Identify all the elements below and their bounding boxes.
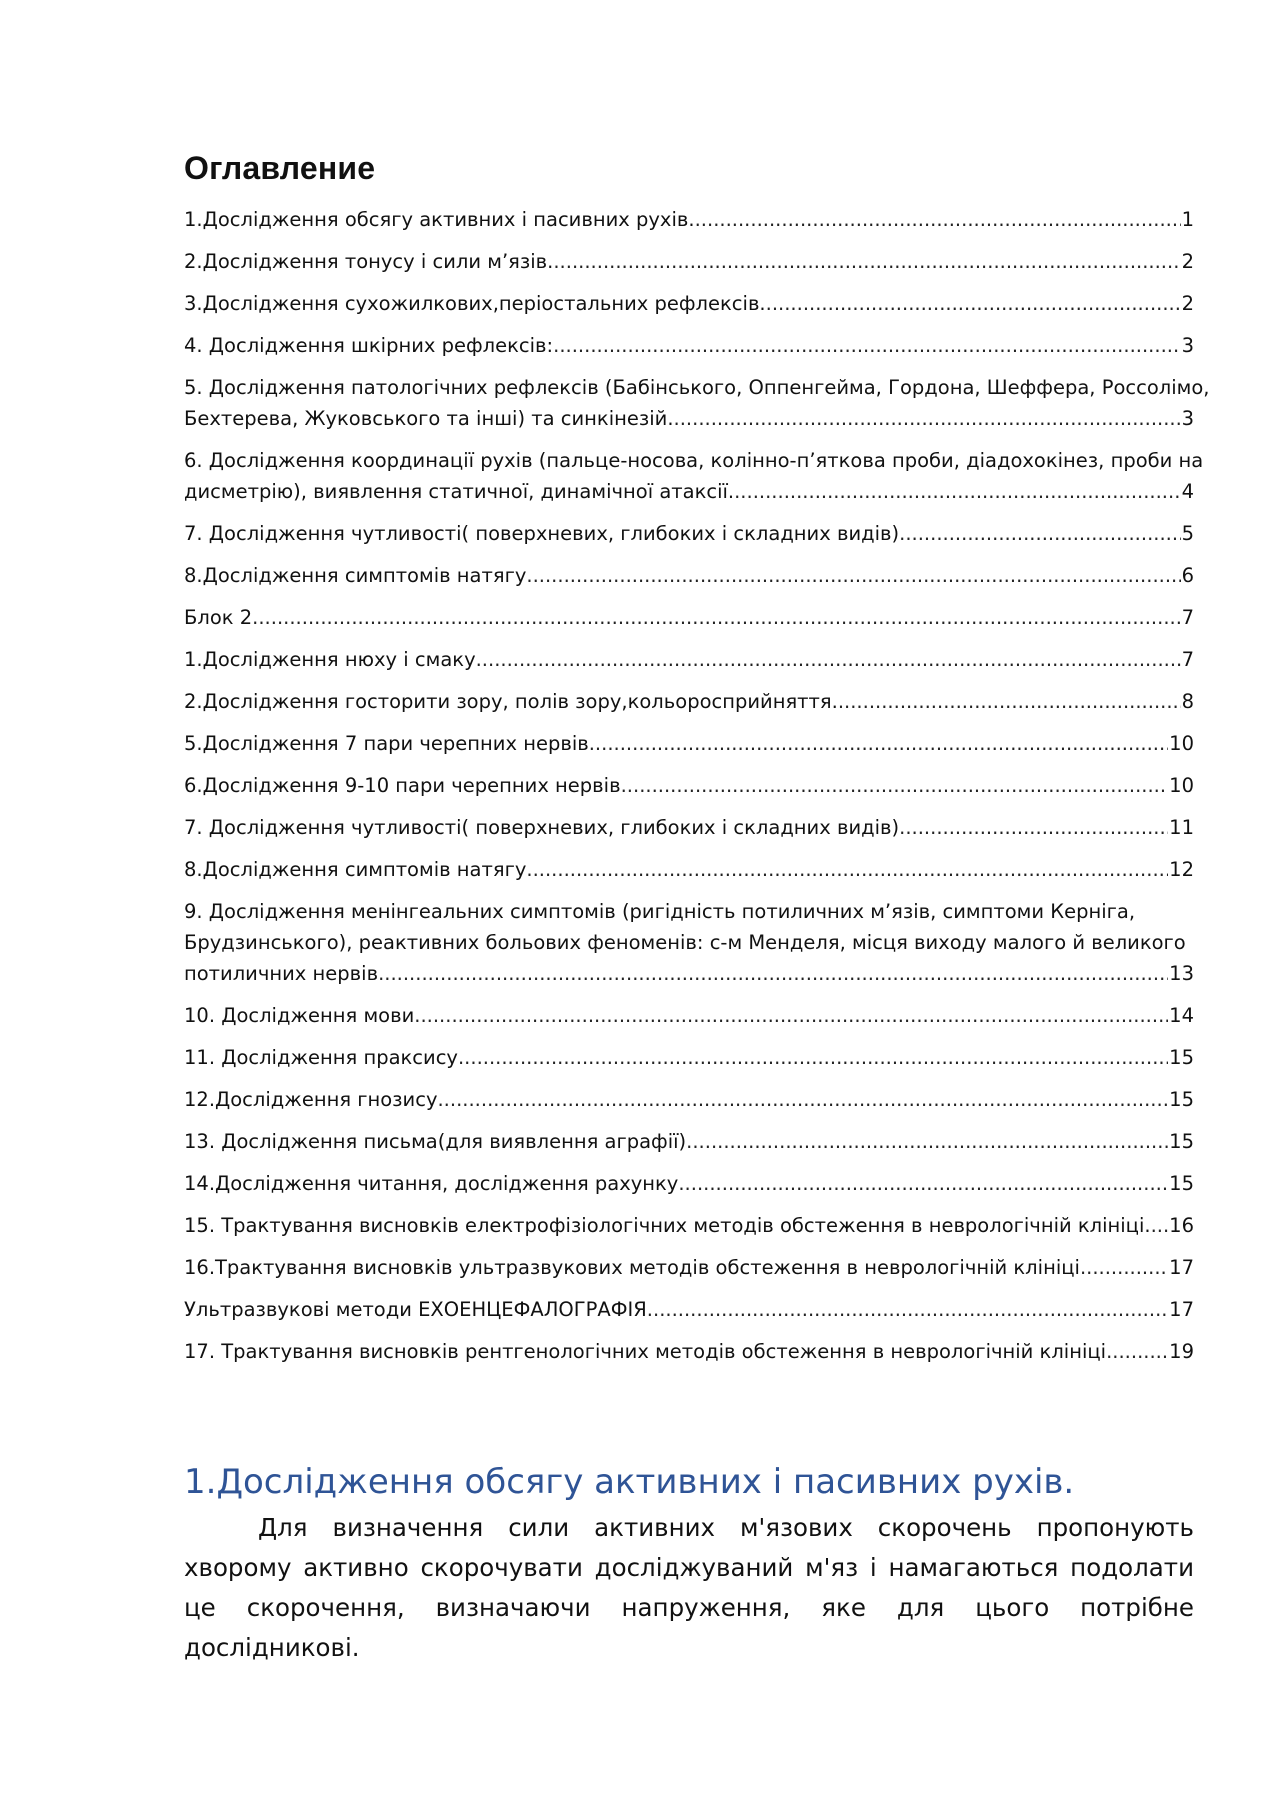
toc-entry[interactable] [184,1000,1194,1031]
toc-leader-dots [553,330,1180,361]
toc-page-number: 7 [1181,606,1194,629]
toc-entry[interactable] [184,1294,1194,1325]
toc-entry-text: 14.Дослідження читання, дослідження рахунку [184,1172,679,1195]
toc-page-number: 1 [1181,208,1194,231]
toc-entry[interactable] [184,770,1194,801]
toc-entry-text: 5. Дослідження патологічних рефлексів (Бабінського, Оппенгейма, Гордона, Шеффера, Россолімо, [184,376,1210,399]
toc-page-number: 10 [1169,732,1194,755]
toc-leader-dots [621,770,1169,801]
toc-page-number: 13 [1169,962,1194,985]
toc-entry-text: Бехтерева, Жуковського та інші) та синкінезій. [184,407,674,430]
toc-page-number: 3 [1181,334,1194,357]
toc-entry-text: 12.Дослідження гнозису [184,1088,438,1111]
toc-entry-text: 15. Трактування висновків електрофізіологічних методів обстеження в неврологічній клініці. [184,1214,1151,1237]
toc-entry[interactable] [184,1336,1194,1367]
toc-entry-text: Ультразвукові методи ЕХОЕНЦЕФАЛОГРАФІЯ [184,1298,647,1321]
toc-page-number: 7 [1181,648,1194,671]
toc-entry[interactable] [184,686,1194,717]
toc-leader-dots [1151,1210,1169,1241]
toc-entry-text: дисметрію), виявлення статичної, динамічної атаксії. [184,480,735,503]
toc-entry[interactable] [184,812,1194,843]
toc-page-number: 12 [1169,858,1194,881]
toc-page-number: 5 [1181,522,1194,545]
toc-entry-text: 11. Дослідження праксису [184,1046,458,1069]
toc-entry-text: 17. Трактування висновків рентгенологічних методів обстеження в неврологічній клініці [184,1340,1107,1363]
toc-entry[interactable] [184,1168,1194,1199]
toc-leader-dots [589,728,1168,759]
toc-entry[interactable] [184,1084,1194,1115]
toc-leader-dots [678,1168,1168,1199]
toc-entry[interactable] [184,644,1194,675]
toc-entry[interactable] [184,896,1194,989]
toc-page-number: 15 [1169,1172,1194,1195]
toc-entry-text: 6.Дослідження 9-10 пари черепних нервів [184,774,621,797]
toc-leader-dots [674,403,1181,434]
toc-page-number: 11 [1169,816,1194,839]
section-heading: 1.Дослідження обсягу активних і пасивних рухів. [184,1462,1075,1502]
toc-title: Оглавление [184,150,376,186]
toc-leader-dots [526,560,1180,591]
toc-entry[interactable] [184,560,1194,591]
toc-page-number: 14 [1169,1004,1194,1027]
toc-leader-dots [734,476,1180,507]
toc-page-number: 15 [1169,1046,1194,1069]
toc-entry[interactable] [184,728,1194,759]
toc-entry-text: 7. Дослідження чутливості( поверхневих, глибоких і складних видів) [184,522,900,545]
toc-entry[interactable] [184,372,1210,434]
toc-entry-text: 16.Трактування висновків ультразвукових методів обстеження в неврологічній клініці [184,1256,1080,1279]
toc-entry-text: 5.Дослідження 7 пари черепних нервів [184,732,589,755]
toc-leader-dots [686,1126,1168,1157]
toc-leader-dots [476,644,1181,675]
toc-entry-text: Блок 2 [184,606,253,629]
toc-entry-text: 2.Дослідження тонусу і сили м’язів. [184,250,554,273]
toc-entry-text: 2.Дослідження госторити зору, полів зору,кольоросприйняття. [184,690,838,713]
toc-page-number: 2 [1181,292,1194,315]
toc-entry-text: 1.Дослідження нюху і смаку [184,648,476,671]
toc-leader-dots [437,1084,1168,1115]
toc-entry[interactable] [184,854,1194,885]
toc-leader-dots [458,1042,1168,1073]
toc-entry[interactable] [184,1126,1194,1157]
toc-entry[interactable] [184,204,1194,235]
toc-leader-dots [899,518,1180,549]
toc-page-number: 19 [1169,1340,1194,1363]
toc-entry[interactable] [184,1042,1194,1073]
toc-leader-dots [378,958,1168,989]
toc-leader-dots [553,246,1180,277]
toc-entry-text: 13. Дослідження письма(для виявлення аграфії) [184,1130,687,1153]
toc-entry-text: 9. Дослідження менінгеальних симптомів (ригідність потиличних м’язів, симптоми Керніга, [184,900,1136,923]
toc-page-number: 17 [1169,1256,1194,1279]
toc-entry-text: 1.Дослідження обсягу активних і пасивних рухів. [184,208,695,231]
table-of-contents [184,204,1210,1378]
toc-entry-text: 10. Дослідження мови [184,1004,415,1027]
toc-entry[interactable] [184,1210,1194,1241]
toc-entry[interactable] [184,288,1194,319]
toc-page-number: 16 [1169,1214,1194,1237]
toc-page-number: 4 [1181,480,1194,503]
toc-page-number: 6 [1181,564,1194,587]
body-paragraph: Для визначення сили активних м'язових скорочень пропонують хворому активно скорочувати досліджуваний м'яз і намагаються подолати це скорочення, визначаючи напруження, яке для цього потрібне дослідникові. [184,1513,1194,1662]
toc-entry-text: 3.Дослідження сухожилкових,періостальних рефлексів. [184,292,766,315]
toc-entry-text: 8.Дослідження симптомів натягу [184,858,527,881]
toc-page-number: 17 [1169,1298,1194,1321]
toc-page-number: 2 [1181,250,1194,273]
toc-page-number: 15 [1169,1130,1194,1153]
toc-leader-dots [647,1294,1168,1325]
toc-leader-dots [899,812,1168,843]
toc-page-number: 15 [1169,1088,1194,1111]
toc-leader-dots [838,686,1181,717]
toc-leader-dots [526,854,1168,885]
toc-entry-text: 4. Дослідження шкірних рефлексів: [184,334,554,357]
toc-entry-text: 7. Дослідження чутливості( поверхневих, глибоких і складних видів) [184,816,900,839]
toc-entry[interactable] [184,330,1194,361]
toc-leader-dots [1106,1336,1168,1367]
toc-entry[interactable] [184,602,1194,633]
toc-leader-dots [766,288,1181,319]
toc-leader-dots [1080,1252,1168,1283]
toc-entry[interactable] [184,1252,1194,1283]
toc-leader-dots [695,204,1181,235]
toc-entry[interactable] [184,445,1204,507]
toc-page-number: 3 [1181,407,1194,430]
toc-entry[interactable] [184,518,1194,549]
toc-entry-text: 8.Дослідження симптомів натягу [184,564,527,587]
toc-leader-dots [414,1000,1168,1031]
toc-page-number: 10 [1169,774,1194,797]
toc-entry[interactable] [184,246,1194,277]
toc-entry-text: Брудзинського), реактивних больових феноменів: с-м Менделя, місця виходу малого й великого [184,931,1186,954]
toc-entry-text: потиличних нервів [184,962,379,985]
toc-leader-dots [252,602,1180,633]
toc-page-number: 8 [1181,690,1194,713]
toc-entry-text: 6. Дослідження координації рухів (пальце-носова, колінно-п’яткова проби, діадохокінез, проби на [184,449,1204,472]
